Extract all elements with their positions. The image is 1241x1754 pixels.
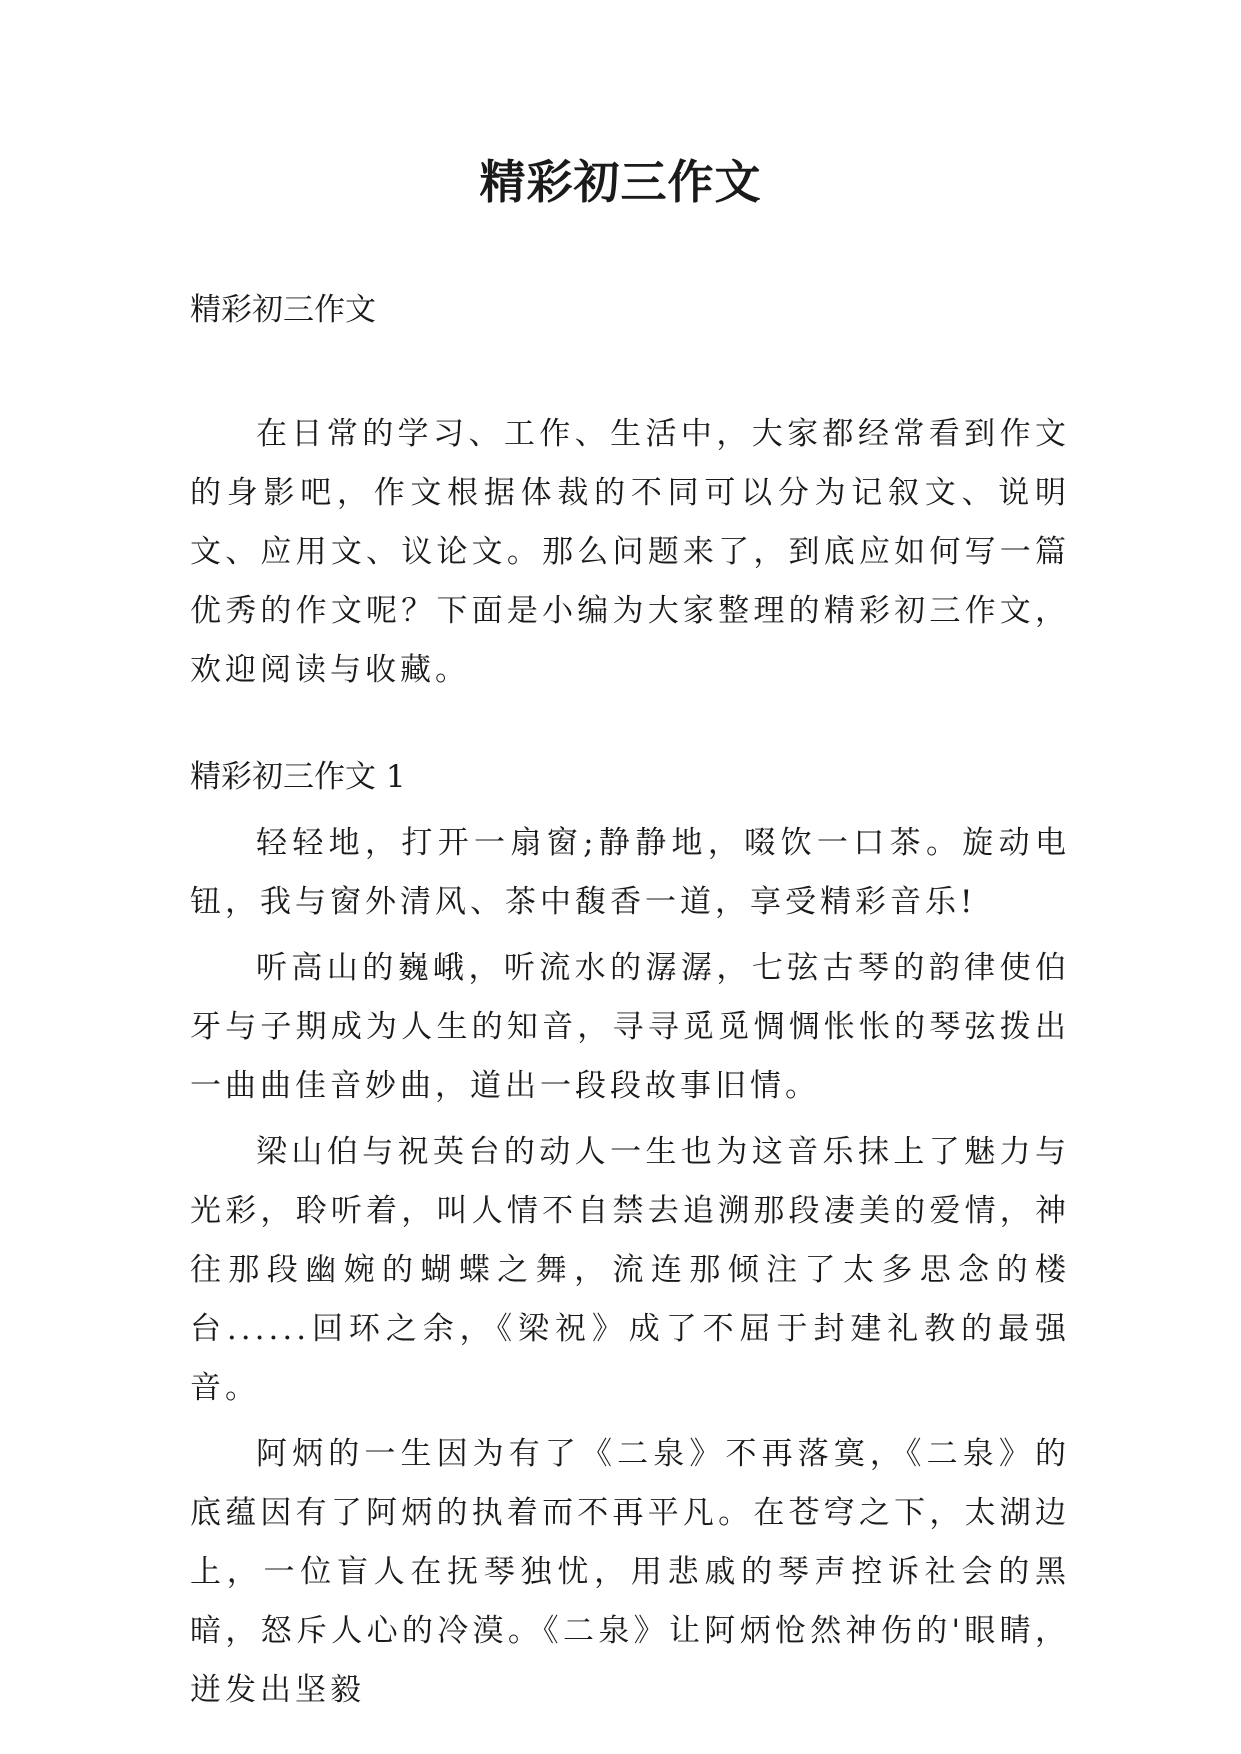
section-heading: 精彩初三作文 1 bbox=[190, 759, 406, 795]
essay-paragraph: 阿炳的一生因为有了《二泉》不再落寞，《二泉》的底蕴因有了阿炳的执着而不再平凡。在苍穹之下，太湖边上，一位盲人在抚琴独忧，用悲戚的琴声控诉社会的黑暗，怒斥人心的冷漠。《二泉》让阿炳怆然神伤的'眼睛，迸发出坚毅 bbox=[190, 1436, 1070, 1708]
document-title: 精彩初三作文 bbox=[479, 155, 762, 209]
intro-paragraph: 在日常的学习、工作、生活中，大家都经常看到作文的身影吧，作文根据体裁的不同可以分为记叙文、说明文、应用文、议论文。那么问题来了，到底应如何写一篇优秀的作文呢？下面是小编为大家整理的精彩初三作文，欢迎阅读与收藏。 bbox=[190, 416, 1070, 688]
essay-text bbox=[190, 814, 1070, 1727]
document-subtitle: 精彩初三作文 bbox=[190, 292, 376, 328]
essay-paragraph: 轻轻地，打开一扇窗;静静地，啜饮一口茶。旋动电钮，我与窗外清风、茶中馥香一道，享受精彩音乐! bbox=[190, 825, 1070, 920]
essay-paragraph: 梁山伯与祝英台的动人一生也为这音乐抹上了魅力与光彩，聆听着，叫人情不自禁去追溯那段凄美的爱情，神往那段幽婉的蝴蝶之舞，流连那倾注了太多思念的楼台......回环之余，《梁祝》成了不屈于封建礼教的最强音。 bbox=[190, 1134, 1070, 1406]
essay-paragraph: 听高山的巍峨，听流水的潺潺，七弦古琴的韵律使伯牙与子期成为人生的知音，寻寻觅觅惆惆怅怅的琴弦拨出一曲曲佳音妙曲，道出一段段故事旧情。 bbox=[190, 950, 1070, 1104]
